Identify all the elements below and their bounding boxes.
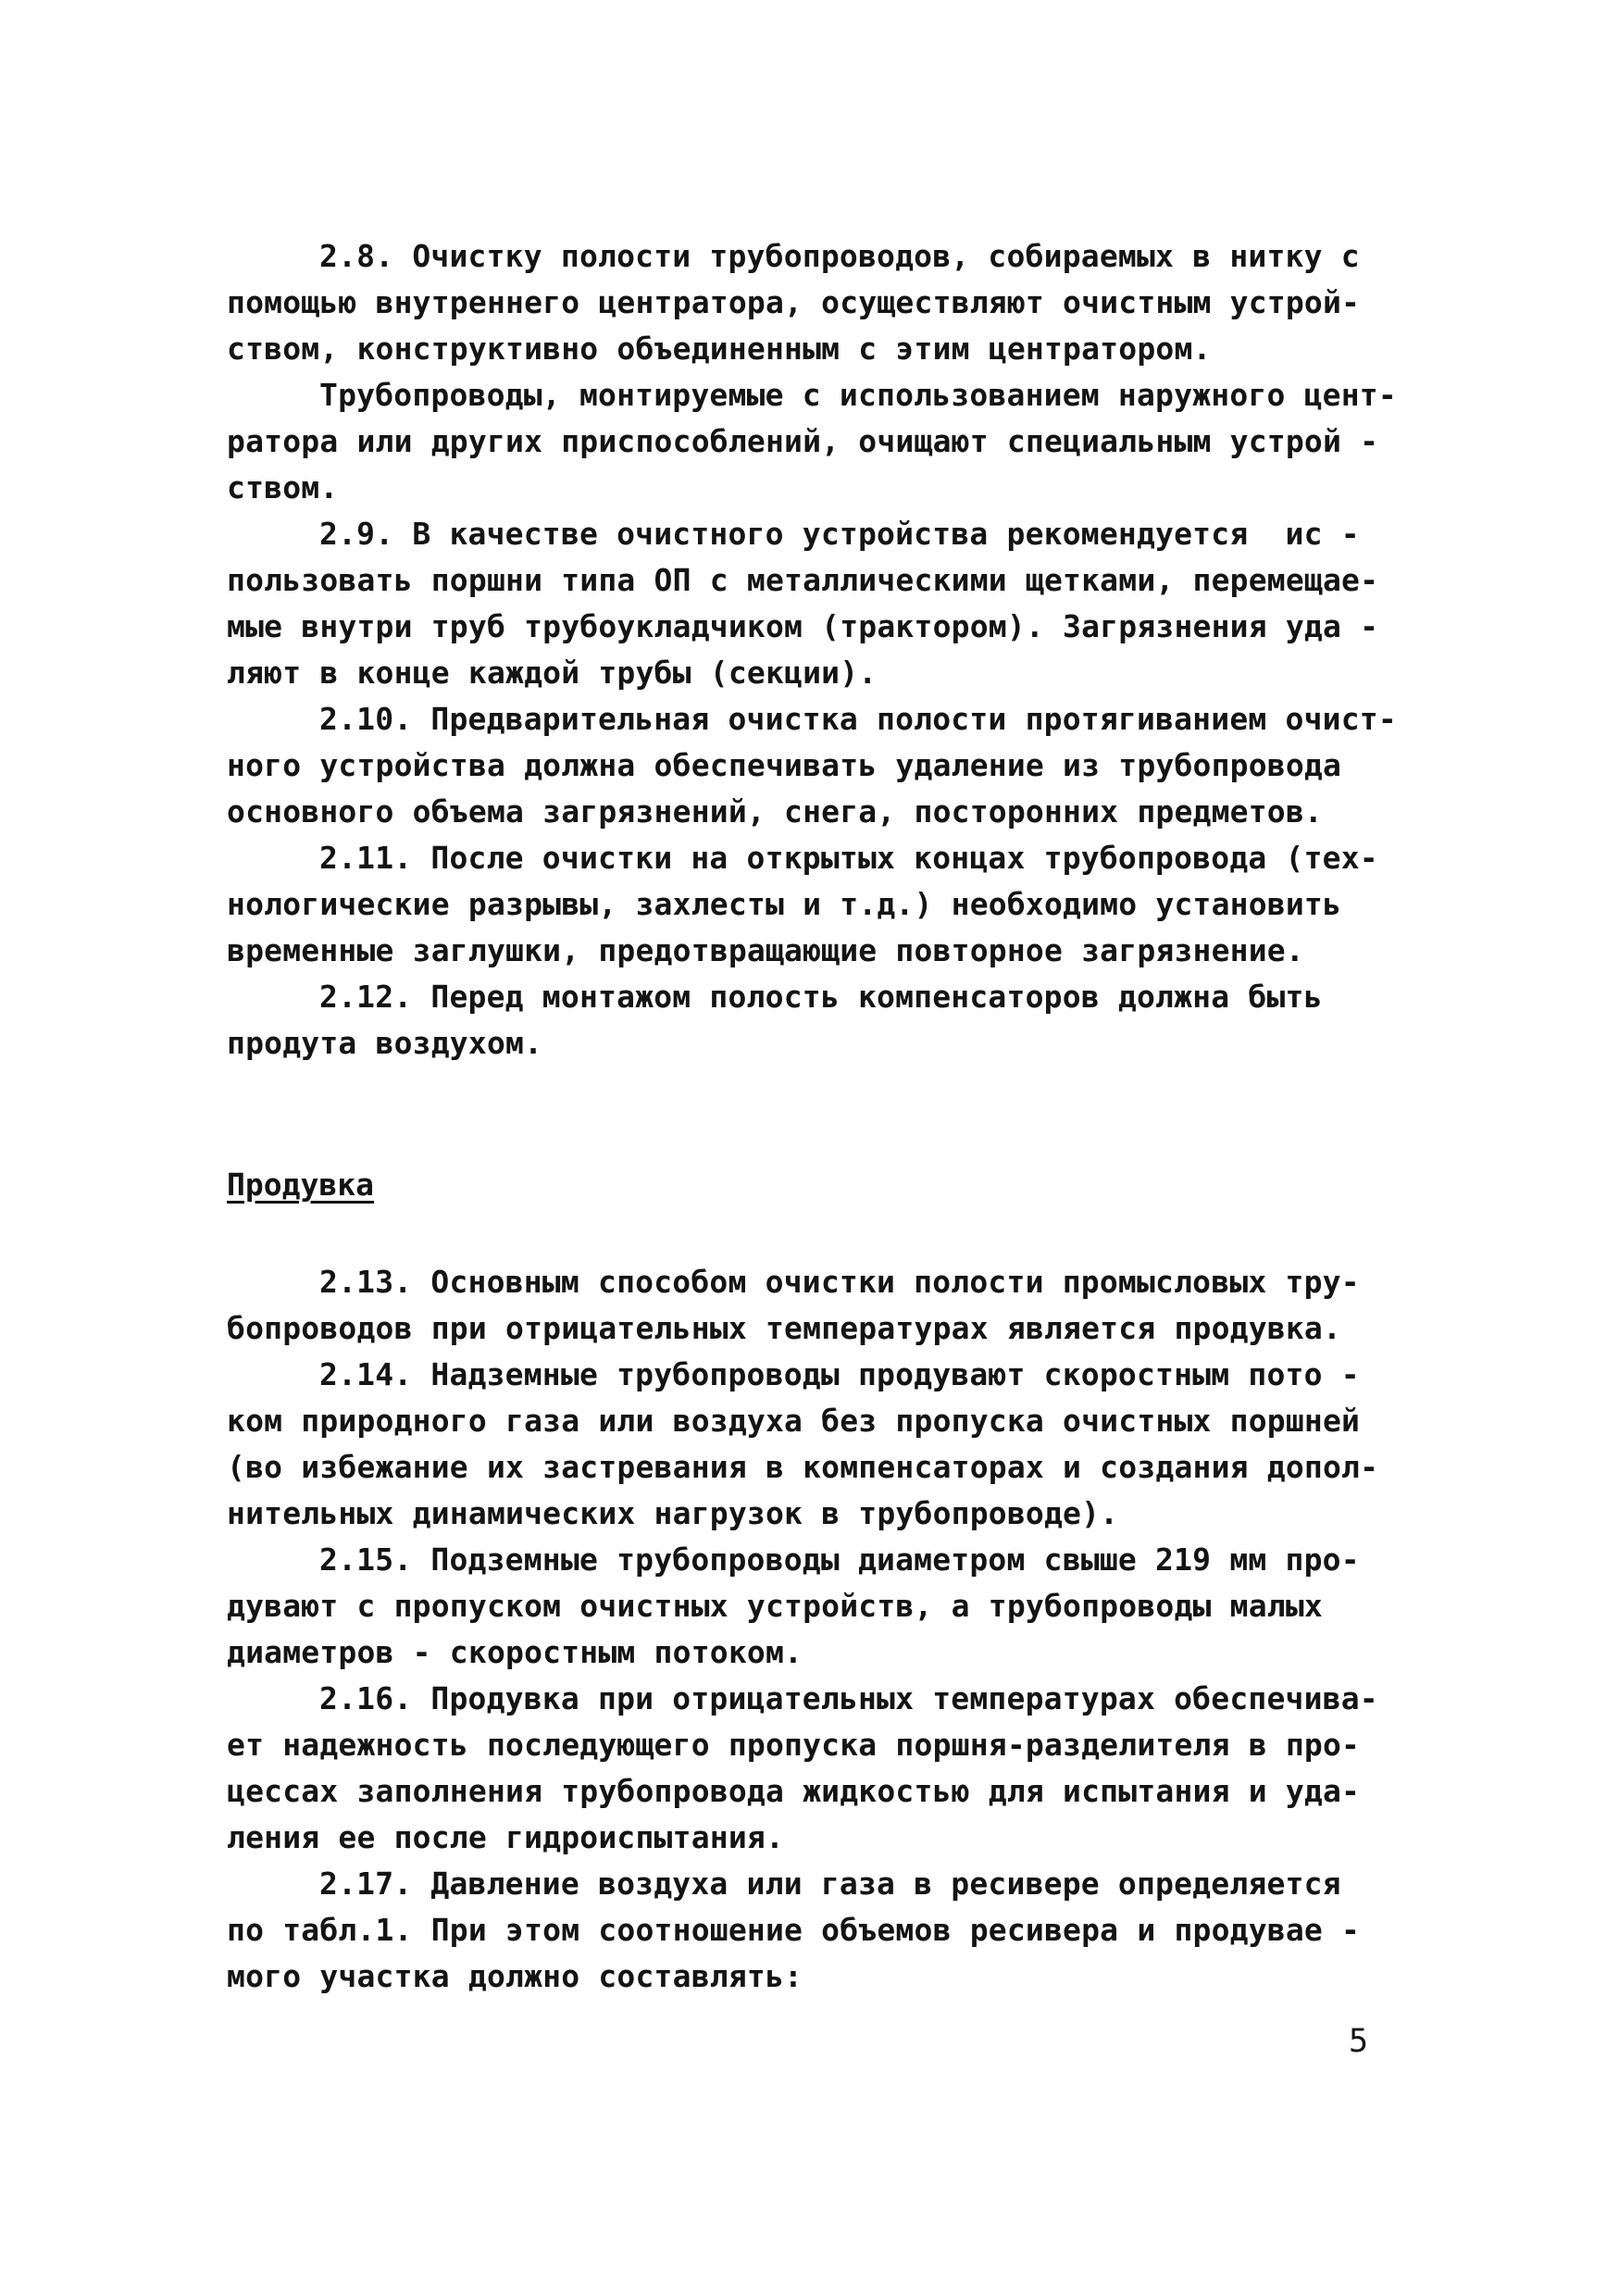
paragraph-pipelines-line: ратора или других приспособлений, очищают специальным устрой -: [227, 423, 1379, 459]
paragraph-pipelines-line: ством.: [227, 469, 339, 505]
paragraph-2-16-line: цессах заполнения трубопровода жидкостью для испытания и уда-: [227, 1773, 1361, 1809]
paragraph-2-10-line: основного объема загрязнений, снега, посторонних предметов.: [227, 793, 1323, 830]
paragraph-2-14-line: 2.14. Надземные трубопроводы продувают скоростным пото -: [319, 1356, 1360, 1392]
paragraph-2-16-line: ет надежность последующего пропуска поршня-разделителя в про-: [227, 1727, 1361, 1763]
paragraph-2-8-line: ством, конструктивно объединенным с этим центратором.: [227, 331, 1212, 367]
paragraph-2-12-line: продута воздухом.: [227, 1025, 543, 1061]
paragraph-2-15-line: диаметров - скоростным потоком.: [227, 1634, 803, 1670]
section-heading-purging: Продувка: [227, 1167, 374, 1203]
paragraph-2-13-line: 2.13. Основным способом очистки полости промысловых тру-: [319, 1264, 1360, 1300]
paragraph-2-9-line: пользовать поршни типа ОП с металлическими щетками, перемещае-: [227, 562, 1379, 598]
paragraph-2-8-line: 2.8. Очистку полости трубопроводов, собираемых в нитку с: [319, 238, 1360, 274]
paragraph-2-14-line: нительных динамических нагрузок в трубопроводе).: [227, 1495, 1119, 1531]
paragraph-2-14-line: (во избежание их застревания в компенсаторах и создания допол-: [227, 1449, 1379, 1485]
paragraph-2-11-line: временные заглушки, предотвращающие повторное загрязнение.: [227, 932, 1304, 968]
text-block-cleaning: [227, 233, 1430, 1067]
paragraph-2-9-line: мые внутри труб трубоукладчиком (трактором). Загрязнения уда -: [227, 608, 1379, 644]
paragraph-2-17-line: по табл.1. При этом соотношение объемов ресивера и продувае -: [227, 1912, 1361, 1948]
paragraph-2-16-line: 2.16. Продувка при отрицательных температурах обеспечива-: [319, 1680, 1378, 1716]
paragraph-2-15-line: 2.15. Подземные трубопроводы диаметром свыше 219 мм про-: [319, 1541, 1360, 1578]
paragraph-2-9-line: 2.9. В качестве очистного устройства рекомендуется ис -: [319, 516, 1360, 552]
paragraph-pipelines-line: Трубопроводы, монтируемые с использованием наружного цент-: [319, 377, 1397, 413]
paragraph-2-17-line: мого участка должно составлять:: [227, 1958, 803, 1994]
paragraph-2-13-line: бопроводов при отрицательных температурах является продувка.: [227, 1310, 1342, 1346]
text-block-purging: [227, 1259, 1430, 2000]
page-number: 5: [1349, 2023, 1369, 2060]
paragraph-2-10-line: ного устройства должна обеспечивать удаление из трубопровода: [227, 747, 1342, 783]
paragraph-2-14-line: ком природного газа или воздуха без пропуска очистных поршней: [227, 1403, 1361, 1439]
paragraph-2-11-line: нологические разрывы, захлесты и т.д.) необходимо установить: [227, 886, 1342, 922]
paragraph-2-10-line: 2.10. Предварительная очистка полости протягиванием очист-: [319, 701, 1397, 737]
paragraph-2-16-line: ления ее после гидроиспытания.: [227, 1819, 785, 1855]
paragraph-2-11-line: 2.11. После очистки на открытых концах трубопровода (тех-: [319, 840, 1378, 876]
paragraph-2-15-line: дувают с пропуском очистных устройств, а трубопроводы малых: [227, 1588, 1323, 1624]
paragraph-2-8-line: помощью внутреннего центратора, осуществляют очистным устрой-: [227, 284, 1361, 320]
paragraph-2-9-line: ляют в конце каждой трубы (секции).: [227, 655, 878, 691]
paragraph-2-12-line: 2.12. Перед монтажом полость компенсаторов должна быть: [319, 979, 1323, 1015]
paragraph-2-17-line: 2.17. Давление воздуха или газа в ресивере определяется: [319, 1866, 1341, 1902]
